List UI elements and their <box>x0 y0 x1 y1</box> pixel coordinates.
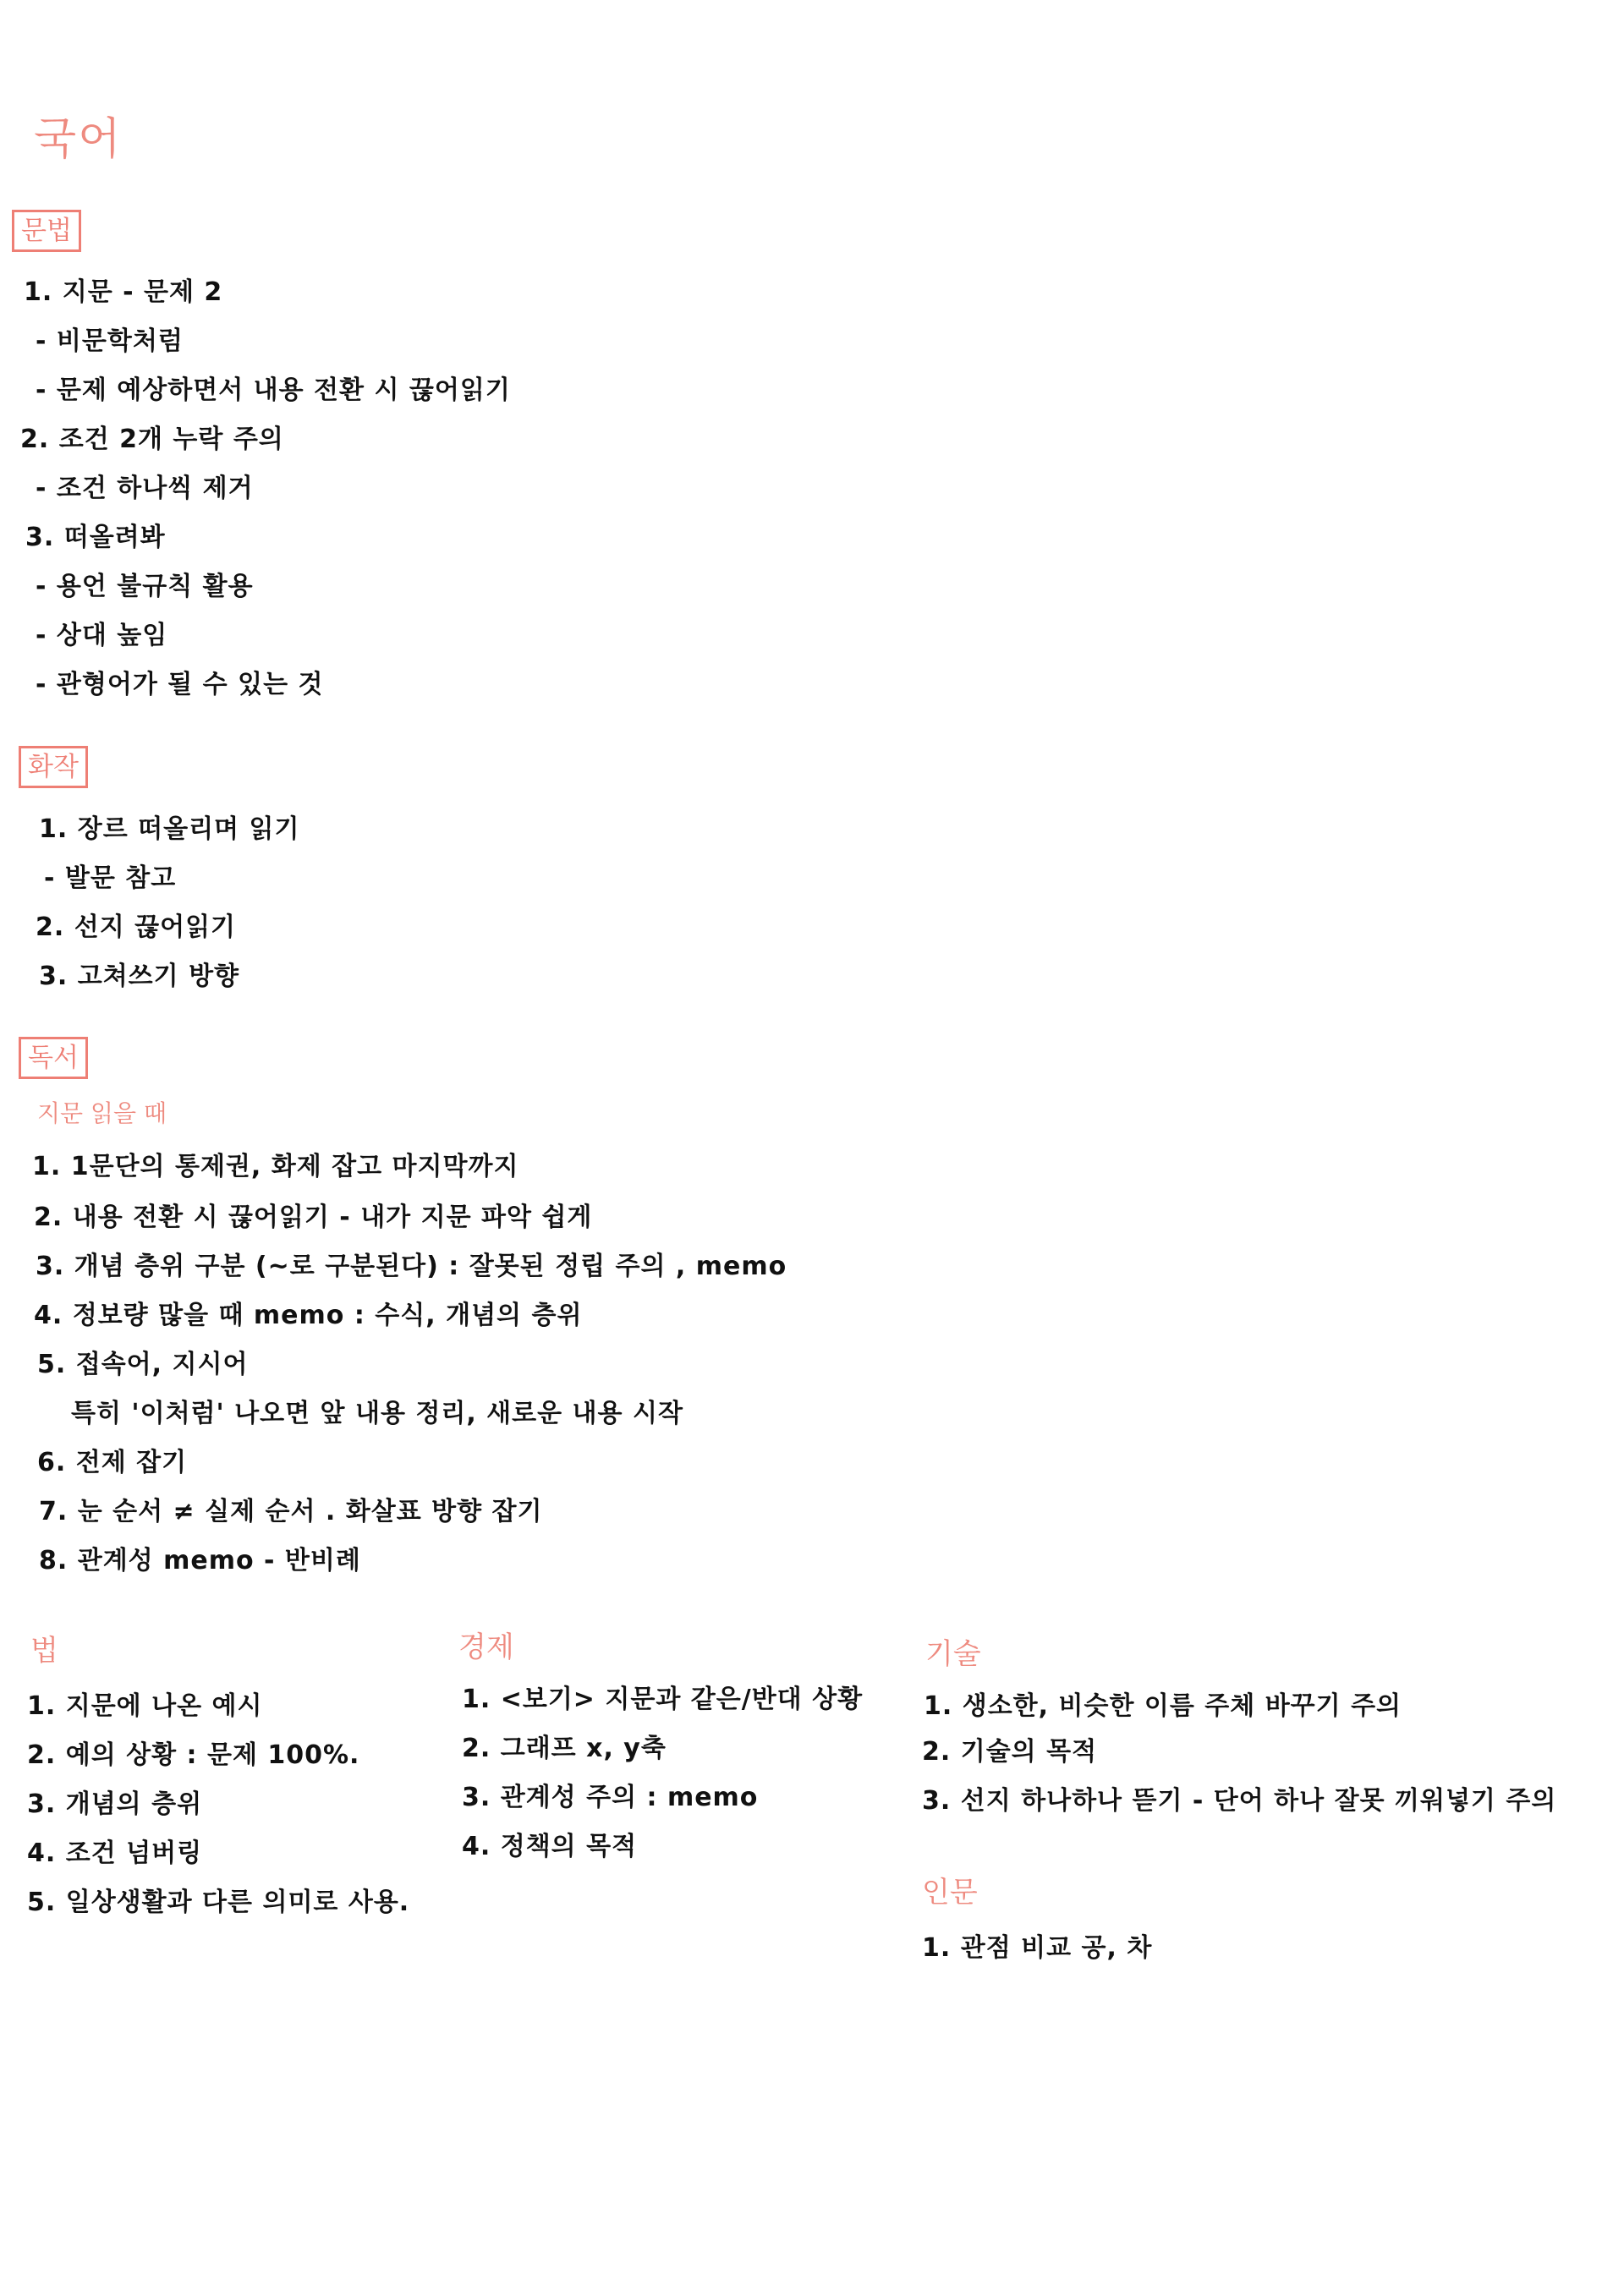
reading-tag: 독서 <box>19 1037 88 1079</box>
economy-line-2: 2. 그래프 x, y축 <box>462 1734 667 1763</box>
reading-subtitle: 지문 읽을 때 <box>37 1099 167 1127</box>
law-line-3: 3. 개념의 층위 <box>27 1789 203 1819</box>
economy-line-1: 1. <보기> 지문과 같은/반대 상황 <box>462 1685 864 1714</box>
writing-tag: 화작 <box>19 746 88 788</box>
humanities-heading: 인문 <box>922 1876 978 1910</box>
law-line-5: 5. 일상생활과 다른 의미로 사용. <box>27 1888 410 1917</box>
grammar-line-9: - 관형어가 될 수 있는 것 <box>36 670 324 699</box>
tech-line-3: 3. 선지 하나하나 뜯기 - 단어 하나 잘못 끼워넣기 주의 <box>922 1786 1557 1816</box>
writing-line-4: 3. 고쳐쓰기 방향 <box>39 962 240 991</box>
reading-line-3: 3. 개념 층위 구분 (~로 구분된다) : 잘못된 정립 주의 , memo <box>36 1252 787 1281</box>
reading-line-4: 4. 정보량 많을 때 memo : 수식, 개념의 층위 <box>34 1301 583 1330</box>
tech-heading: 기술 <box>925 1637 981 1671</box>
law-line-1: 1. 지문에 나온 예시 <box>27 1691 263 1721</box>
grammar-line-2: - 비문학처럼 <box>36 326 184 356</box>
economy-line-3: 3. 관계성 주의 : memo <box>462 1783 759 1812</box>
reading-line-2: 2. 내용 전환 시 끊어읽기 - 내가 지문 파악 쉽게 <box>34 1203 593 1232</box>
grammar-line-8: - 상대 높임 <box>36 621 168 650</box>
grammar-line-6: 3. 떠올려봐 <box>25 523 166 552</box>
writing-line-3: 2. 선지 끊어읽기 <box>36 912 237 942</box>
reading-line-7: 6. 전제 잡기 <box>37 1448 188 1477</box>
law-line-4: 4. 조건 넘버링 <box>27 1838 203 1868</box>
economy-heading: 경제 <box>458 1630 514 1664</box>
reading-line-1: 1. 1문단의 통제권, 화제 잡고 마지막까지 <box>32 1152 519 1181</box>
tech-line-1: 1. 생소한, 비슷한 이름 주체 바꾸기 주의 <box>924 1691 1402 1721</box>
reading-line-8: 7. 눈 순서 ≠ 실제 순서 . 화살표 방향 잡기 <box>39 1497 543 1526</box>
grammar-tag: 문법 <box>12 210 81 252</box>
reading-line-6: 특히 '이처럼' 나오면 앞 내용 정리, 새로운 내용 시작 <box>71 1399 683 1428</box>
economy-line-4: 4. 정책의 목적 <box>462 1832 638 1861</box>
law-line-2: 2. 예의 상황 : 문제 100%. <box>27 1740 360 1770</box>
grammar-line-4: 2. 조건 2개 누락 주의 <box>20 425 284 454</box>
grammar-line-7: - 용언 불규칙 활용 <box>36 572 254 601</box>
grammar-line-5: - 조건 하나씩 제거 <box>36 474 254 503</box>
grammar-line-3: - 문제 예상하면서 내용 전환 시 끊어읽기 <box>36 375 511 405</box>
page-title: 국어 <box>34 114 123 165</box>
tech-line-2: 2. 기술의 목적 <box>922 1737 1098 1767</box>
writing-line-1: 1. 장르 떠올리며 읽기 <box>39 814 300 844</box>
reading-line-5: 5. 접속어, 지시어 <box>37 1350 249 1379</box>
humanities-line-1: 1. 관점 비교 공, 차 <box>922 1933 1153 1963</box>
law-heading: 법 <box>30 1634 58 1668</box>
writing-line-2: - 발문 참고 <box>44 863 177 893</box>
grammar-line-1: 1. 지문 - 문제 2 <box>24 277 223 307</box>
reading-line-9: 8. 관계성 memo - 반비례 <box>39 1546 361 1575</box>
